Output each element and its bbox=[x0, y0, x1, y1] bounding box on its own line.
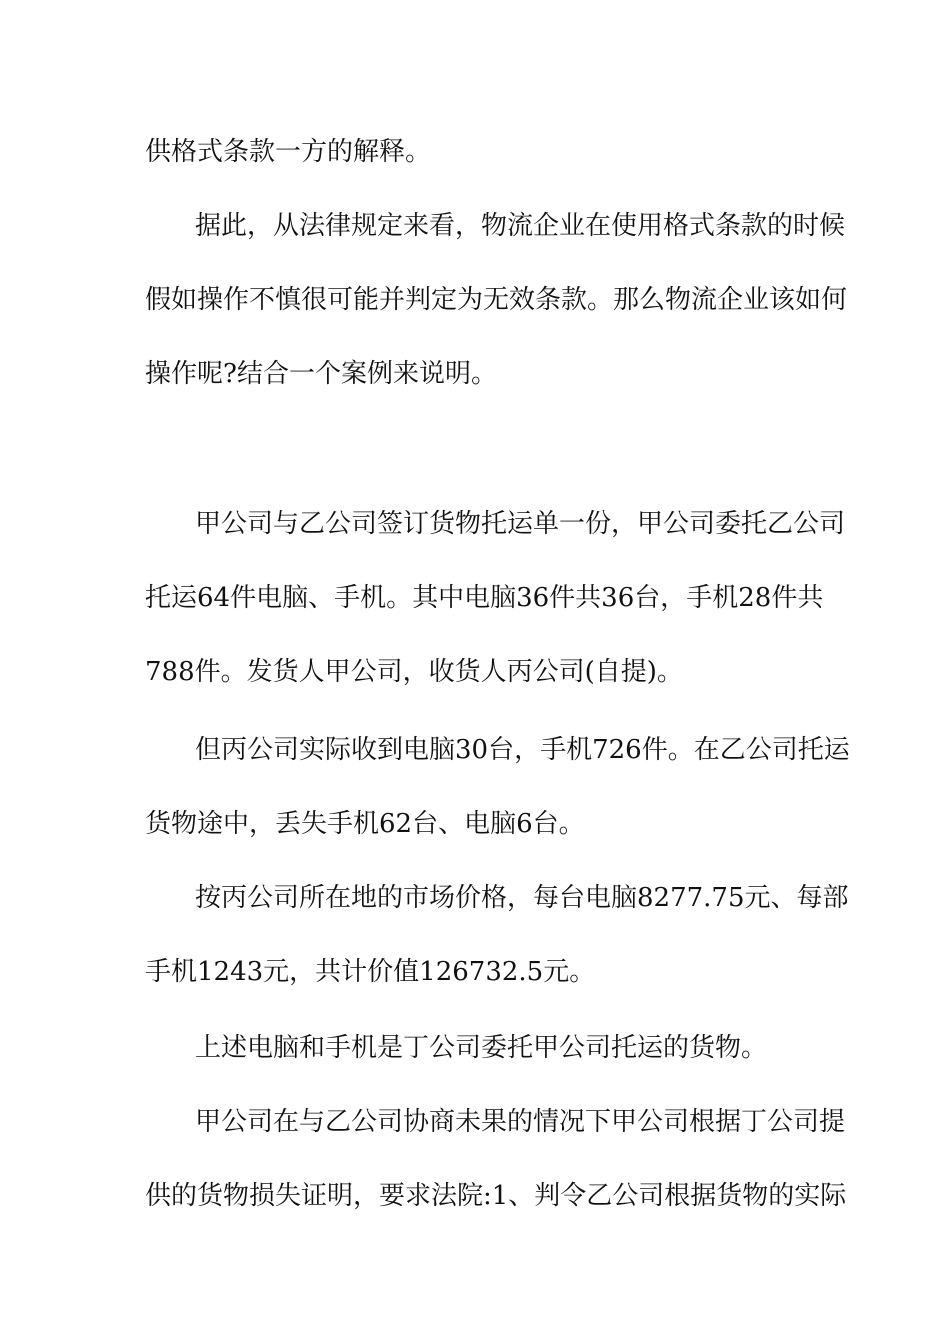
text-line: 但丙公司实际收到电脑30台，手机726件。在乙公司托运 bbox=[195, 735, 850, 765]
text-line: 甲公司与乙公司签订货物托运单一份，甲公司委托乙公司 bbox=[195, 509, 846, 539]
text-line: 供的货物损失证明，要求法院:1、判令乙公司根据货物的实际 bbox=[145, 1181, 847, 1211]
text-line: 假如操作不慎很可能并判定为无效条款。那么物流企业该如何 bbox=[145, 285, 848, 315]
text-line: 据此，从法律规定来看，物流企业在使用格式条款的时候 bbox=[195, 211, 846, 241]
text-line: 货物途中，丢失手机62台、电脑6台。 bbox=[145, 809, 585, 839]
text-line: 手机1243元，共计价值126732.5元。 bbox=[145, 957, 596, 987]
text-line: 按丙公司所在地的市场价格，每台电脑8277.75元、每部 bbox=[195, 883, 849, 913]
text-line: 上述电脑和手机是丁公司委托甲公司托运的货物。 bbox=[195, 1033, 768, 1063]
text-line: 供格式条款一方的解释。 bbox=[145, 137, 432, 167]
text-line: 788件。发货人甲公司，收货人丙公司(自提)。 bbox=[145, 657, 683, 687]
text-line: 操作呢?结合一个案例来说明。 bbox=[145, 359, 497, 389]
text-line: 甲公司在与乙公司协商未果的情况下甲公司根据丁公司提 bbox=[195, 1107, 846, 1137]
text-line: 托运64件电脑、手机。其中电脑36件共36台，手机28件共 bbox=[145, 583, 824, 613]
